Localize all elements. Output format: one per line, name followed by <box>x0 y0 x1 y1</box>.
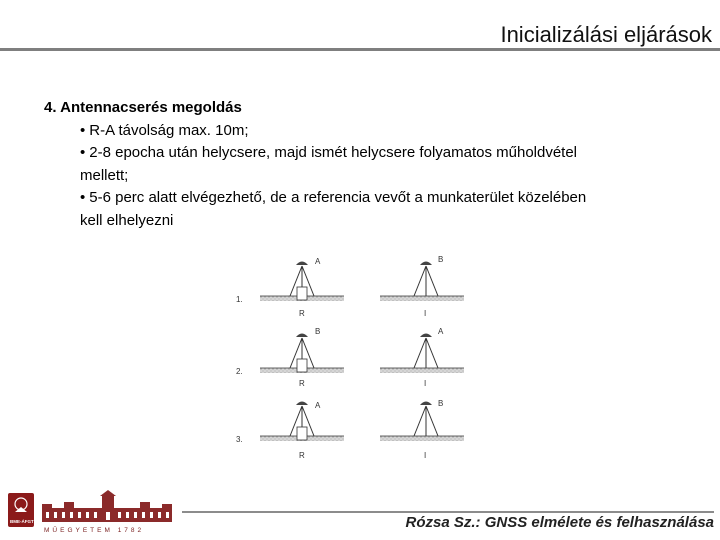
bullet-glyph: • <box>80 189 86 206</box>
bullet-item-1 <box>44 120 684 143</box>
title-divider <box>0 48 720 51</box>
bullet-item-2 <box>44 142 684 165</box>
antenna-label: A <box>315 257 321 266</box>
station-label: I <box>424 451 427 460</box>
university-logo <box>6 490 178 536</box>
step-label: 2. <box>236 367 243 376</box>
footer-credit: Rózsa Sz.: GNSS elmélete és felhasználása <box>405 514 714 531</box>
right-antenna <box>380 327 464 388</box>
bullet-continuation: mellett; <box>80 166 129 184</box>
station-label: R <box>299 309 305 318</box>
bullet-text: 2-8 epocha után helycsere, majd ismét helycsere folyamatos műholdvétel <box>89 144 578 161</box>
left-antenna <box>260 257 344 318</box>
badge-icon <box>8 493 34 527</box>
content-block <box>44 97 684 232</box>
university-name: MŰEGYETEM 1782 <box>44 527 145 534</box>
step-label: 1. <box>236 295 243 304</box>
station-label: I <box>424 379 427 388</box>
antenna-label: B <box>438 255 444 264</box>
section-heading: 4. Antennacserés megoldás <box>44 99 242 116</box>
bullet-item-3 <box>44 187 684 210</box>
antenna-swap-figure <box>232 240 472 462</box>
footer-divider <box>182 511 714 513</box>
figure-row-3 <box>236 399 464 460</box>
slide-title: Inicializálási eljárások <box>500 22 712 47</box>
left-antenna <box>260 401 344 460</box>
station-label: I <box>424 309 427 318</box>
antenna-label: B <box>315 327 321 336</box>
bullet-text: R-A távolság max. 10m; <box>89 121 249 139</box>
figure-row-1 <box>236 255 464 318</box>
bullet-text: 5-6 perc alatt elvégezhető, de a referencia vevőt a munkaterület közelében <box>89 189 587 206</box>
right-antenna <box>380 255 464 318</box>
antenna-label: A <box>438 327 444 336</box>
bullet-continuation: kell elhelyezni <box>80 211 174 229</box>
station-label: R <box>299 451 305 460</box>
badge-label: BME-ÁFGT <box>10 519 34 524</box>
station-label: R <box>299 379 305 388</box>
right-antenna <box>380 399 464 460</box>
left-antenna <box>260 327 344 388</box>
step-label: 3. <box>236 435 243 444</box>
antenna-label: B <box>438 399 444 408</box>
figure-row-2 <box>236 327 464 388</box>
bullet-glyph: • <box>80 121 86 139</box>
antenna-label: A <box>315 401 321 410</box>
bullet-glyph: • <box>80 144 86 161</box>
